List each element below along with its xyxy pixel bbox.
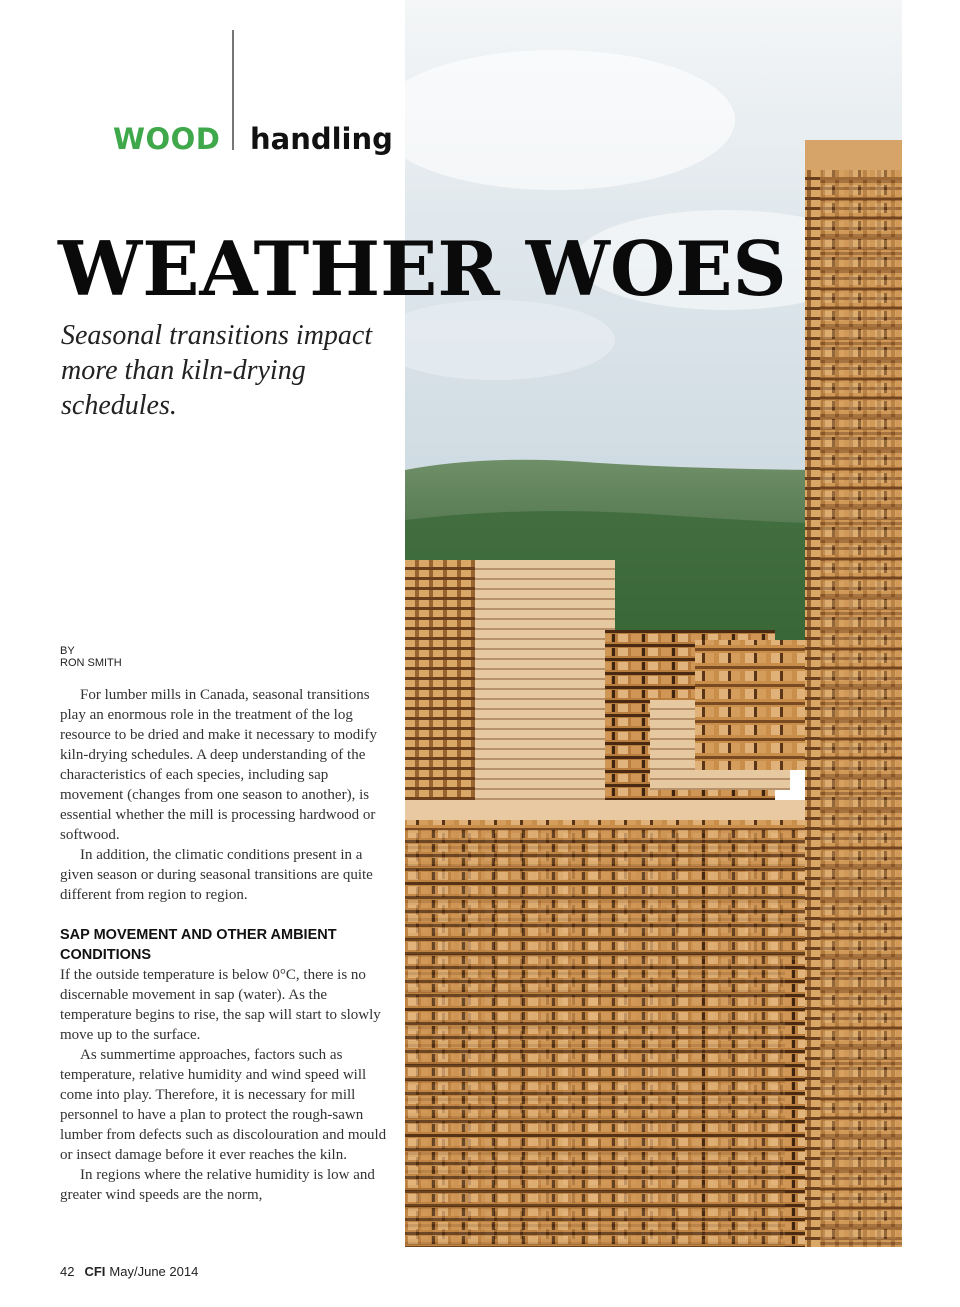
page-number: 42 [60,1264,75,1279]
article-deck: Seasonal transitions impact more than kiln-drying schedules. [61,320,373,421]
body-paragraph: In regions where the relative humidity is low and greater wind speeds are the norm, [60,1167,375,1203]
article-headline: WEATHER WOES [58,225,787,313]
body-paragraph: If the outside temperature is below 0°C, there is no discernable movement in sap (water). As the temperature begins to rise, the sap will start to slowly move up to the surface. [60,967,381,1043]
byline [60,645,122,669]
byline-author: RON SMITH [60,657,122,669]
lumber-stacks-photo [405,0,902,1247]
body-paragraph: As summertime approaches, factors such as temperature, relative humidity and wind speed will come into play. Therefore, it is necessary for mill personnel to have a plan to protect the rough-sawn lumber from defects such as discolouration and mould or insect damage before it ever reaches the kiln. [60,1047,387,1163]
article-subhead: SAP MOVEMENT AND OTHER AMBIENT CONDITIONS [60,927,337,963]
body-paragraph: In addition, the climatic conditions present in a given season or during seasonal transitions are quite different from region to region. [60,847,373,903]
publication-name: CFI [84,1264,106,1279]
article-body [60,685,388,1205]
page-footer [60,1264,198,1279]
section-label-wood: WOOD [113,122,221,156]
byline-prefix: BY [60,645,75,657]
section-divider [232,30,234,150]
body-paragraph: For lumber mills in Canada, seasonal transitions play an enormous role in the treatment of the log resource to be dried and make it necessary to modify kiln-drying schedules. A deep understanding of the characteristics of each species, including sap movement (changes from one season to another), is essential whether the mill is processing hardwood or softwood. [60,687,377,843]
section-label-handling: handling [250,122,393,156]
issue-date: May/June 2014 [109,1264,199,1279]
